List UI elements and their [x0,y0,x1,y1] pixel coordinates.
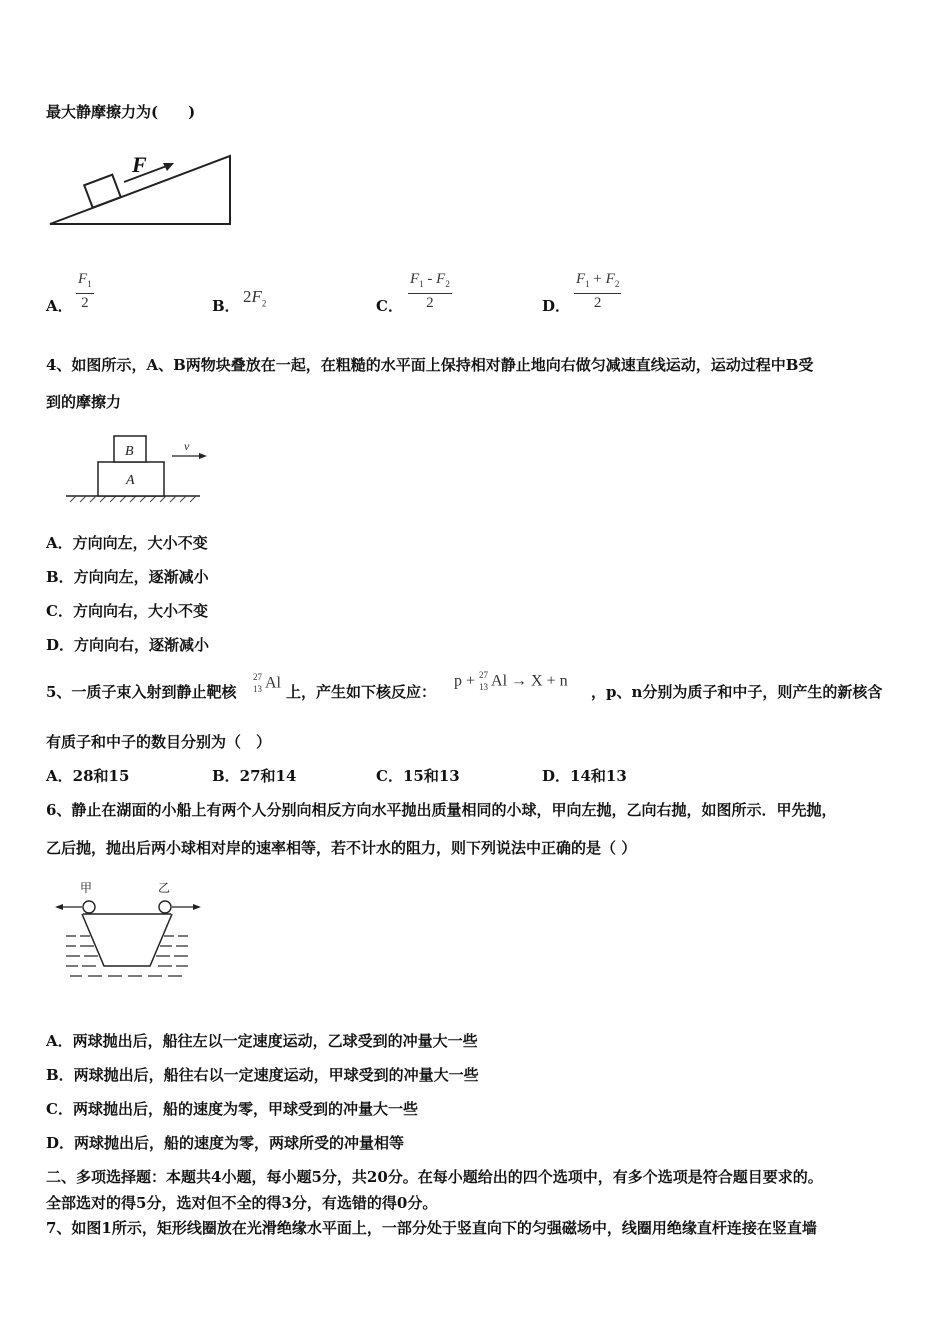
q4-stem-line1: 4、如图所示，A、B两物块叠放在一起，在粗糙的水平面上保持相对静止地向右做匀减速直线运动，运动过程中B受 [46,356,814,374]
section2-header-line2: 全部选对的得5分，选对但不全的得3分，有选错的得0分。 [46,1194,438,1212]
q4-option-d: D．方向向右，逐渐减小 [46,636,210,654]
person-yi-label: 乙 [158,881,171,895]
q3-option-c-letter: C． [376,297,403,315]
q5-stem-part1: 5、一质子束入射到静止靶核 [46,683,237,701]
q4-option-b: B．方向向左，逐渐减小 [46,568,209,586]
stacked-blocks-figure [62,430,212,510]
q6-option-a: A．两球抛出后，船往左以一定速度运动，乙球受到的冲量大一些 [46,1032,478,1050]
q5-reaction-equation: p + 27 13 Al → X + n [454,670,568,692]
q3-option-a-letter: A． [46,297,73,315]
q3-option-a-den: 2 [81,295,89,311]
q3-option-d-letter: D． [542,297,571,315]
force-label: F [132,152,147,177]
person-jia-label: 甲 [80,881,93,895]
q5-stem-line2: 有质子和中子的数目分别为（ ） [46,733,272,751]
q4-option-c: C．方向向右，大小不变 [46,602,208,620]
q3-option-c-num: $F_1 - F_2$ [408,270,452,294]
block-a-label: A [126,473,135,488]
incline-figure [44,148,239,230]
q3-option-a-num: $F_1$ [76,270,94,294]
q6-option-b: B．两球抛出后，船往右以一定速度运动，甲球受到的冲量大一些 [46,1066,479,1084]
q6-stem-line2: 乙后抛，抛出后两小球相对岸的速率相等，若不计水的阻力，则下列说法中正确的是（ ） [46,839,637,857]
q5-stem-part2: 上，产生如下核反应： [286,683,437,701]
q4-stem-line2: 到的摩擦力 [46,393,122,411]
q6-stem-line1: 6、静止在湖面的小船上有两个人分别向相反方向水平抛出质量相同的小球，甲向左抛，乙向右抛，如图所示．甲先抛， [46,801,837,819]
velocity-label: v [184,439,190,453]
q5-option-d: D．14和13 [542,767,627,785]
q3-option-b-letter: B． [212,297,240,315]
q3-option-d-den: 2 [593,295,602,311]
q3-option-c-fraction [408,270,452,312]
q5-option-a: A．28和15 [46,767,130,785]
q5-stem-part3: ，p、n分别为质子和中子，则产生的新核含 [591,683,883,701]
section2-header-line1: 二、多项选择题：本题共4小题，每小题5分，共20分。在每小题给出的四个选项中，有多个选项是符合题目要求的。 [46,1168,823,1186]
q5-option-b: B．27和14 [212,767,297,785]
q3-option-a-fraction [76,270,94,312]
q3-question-tail: 最大静摩擦力为( ) [46,103,196,121]
q3-option-b-expr: $2F_2$ [243,287,267,309]
boat-figure [52,876,202,988]
q6-option-d: D．两球抛出后，船的速度为零，两球所受的冲量相等 [46,1134,405,1152]
q3-option-d-fraction [574,270,621,312]
q3-option-d-num: $F_1 + F_2$ [574,270,621,294]
block-b-label: B [125,444,134,459]
q5-target-nucleus: 27 13 Al [253,672,281,694]
q4-option-a: A．方向向左，大小不变 [46,534,208,552]
q6-option-c: C．两球抛出后，船的速度为零，甲球受到的冲量大一些 [46,1100,418,1118]
q7-stem-line1: 7、如图1所示，矩形线圈放在光滑绝缘水平面上，一部分处于竖直向下的匀强磁场中，线圈用绝缘直杆连接在竖直墙 [46,1219,817,1237]
q3-option-c-den: 2 [426,295,434,311]
q5-option-c: C．15和13 [376,767,460,785]
